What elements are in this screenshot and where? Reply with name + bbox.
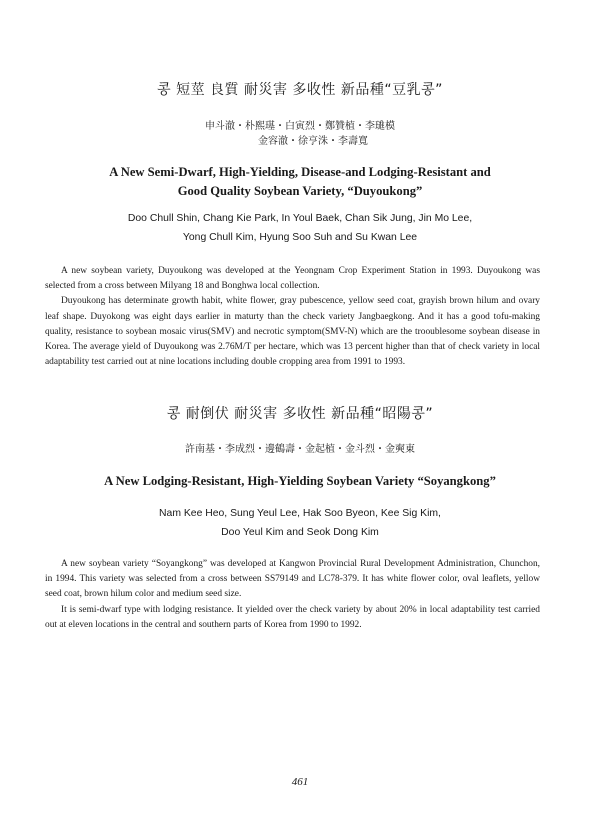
article1-abstract-paragraph1: A new soybean variety, Duyoukong was developed at the Yeongnam Crop Experiment Station in 1993. Duyoukong was selected from a cross between Milyang 18 and Bonghwa local collection. [45,266,540,292]
article2-korean-authors-line1: 許南基・李成烈・邊鶴壽・金起植・金斗烈・金奭東 [185,444,415,455]
article2-english-authors-line1: Nam Kee Heo, Sung Yeul Lee, Hak Soo Byeon, Kee Sig Kim, [159,508,441,519]
page-number: 461 [291,776,309,788]
article2-english-authors-line2: Doo Yeul Kim and Seok Dong Kim [221,527,379,538]
article1-korean-authors-line1: 申斗澈・朴熙璂・白寅烈・鄭贊植・李璡模 [205,121,395,132]
article2-abstract-paragraph1: A new soybean variety “Soyangkong” was developed at Kangwon Provincial Rural Development Administration, Chunchon, in 1994. This variety was selected from a cross between SS79149 and LC78-379. It has white flower color, oval leaflets, yellow seed coat, brown hilum color and medium seed size. [45,559,540,600]
article1-korean-authors-line2: 金容澈・徐亨洙・李壽寬 [258,136,368,147]
article2-english-title [0,472,600,491]
article1-english-title [0,163,600,201]
article2-english-authors [0,504,600,542]
article2-korean-title: 콩 耐倒伏 耐災害 多收性 新品種“昭陽콩” [166,406,434,422]
article1-abstract-paragraph2: Duyoukong has determinate growth habit, white flower, gray pubescence, yellow seed coat, grayish brown hilum and ovary leaf shape. Duyokong was eight days earlier in maturty than the check variety Jangbaegkong. And it has a good tofu-making quality, resistance to soybean mosaic virus(SMV) and necrotic symptom(SMV-N) which are the trooublesome soybean disease in Korea. The average yield of Duyoukong was 2.76M/T per hectare, which was 13 percent higher than that of check variety in local adaptability test carried out at nine locations including double cropping area from 1991 to 1993. [45,296,540,368]
article2-korean-authors [0,442,600,457]
article1-english-title-line2: Good Quality Soybean Variety, “Duyoukong” [177,184,423,198]
article1-english-title-line1: A New Semi-Dwarf, High-Yielding, Disease-and Lodging-Resistant and [109,165,491,179]
article1-korean-title: 콩 短莖 良質 耐災害 多收性 新品種“豆乳콩” [157,82,443,98]
article2-abstract [45,557,540,633]
article1-english-authors [0,209,600,247]
article1-abstract [45,264,540,370]
article1-english-authors-line2: Yong Chull Kim, Hyung Soo Suh and Su Kwan Lee [182,232,418,243]
article2-abstract-paragraph2: It is semi-dwarf type with lodging resistance. It yielded over the check variety by about 20% in local adaptability test carried out at eleven locations in the central and southern parts of Korea from 1990 to 1992. [45,604,540,630]
article1-english-authors-line1: Doo Chull Shin, Chang Kie Park, In Youl Baek, Chan Sik Jung, Jin Mo Lee, [127,213,473,224]
article2-english-title-line1: A New Lodging-Resistant, High-Yielding Soybean Variety “Soyangkong” [104,474,496,488]
article1-korean-authors [0,119,600,149]
